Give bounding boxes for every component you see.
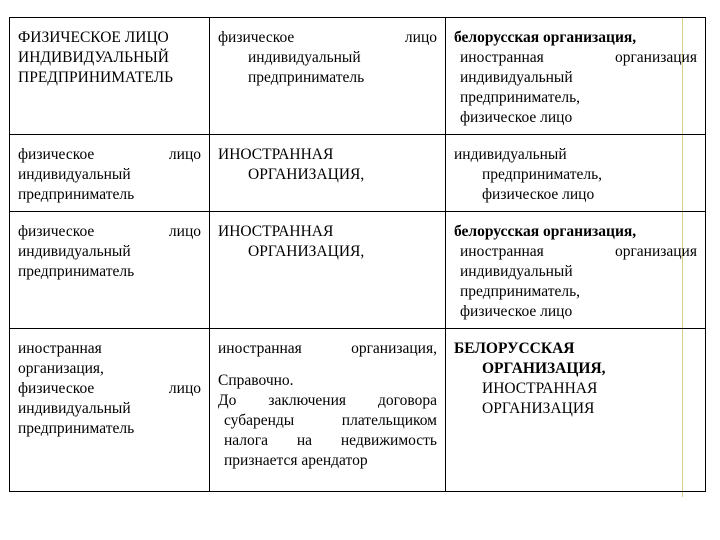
cell-line: ИНДИВИДУАЛЬНЫЙ (18, 49, 169, 66)
cell-line: БЕЛОРУССКАЯ (454, 340, 575, 357)
cell-line: физическое лицо (460, 109, 573, 126)
table-cell-right (446, 212, 706, 329)
cell-line: индивидуальный (18, 243, 131, 260)
cell-line: организация, (18, 360, 104, 377)
cell-line: иностранная организация (460, 243, 697, 260)
cell-line: индивидуальный (454, 146, 567, 163)
cell-line: физическое лицо (218, 29, 437, 46)
cell-line: индивидуальный (460, 69, 573, 86)
cell-line: предприниматель (18, 263, 135, 280)
cell-line: белорусская организация, (454, 223, 637, 240)
cell-line: налога на недвижимость (224, 432, 437, 449)
cell-line: физическое лицо (18, 146, 201, 163)
cell-line: индивидуальный (18, 166, 131, 183)
cell-line: ФИЗИЧЕСКОЕ ЛИЦО (18, 29, 169, 46)
cell-line: физическое лицо (460, 303, 573, 320)
table-cell-right (446, 18, 706, 135)
table-cell-left (10, 212, 210, 329)
table-row (10, 212, 706, 329)
cell-line: ИНОСТРАННАЯ (218, 223, 334, 240)
cell-line: предприниматель (248, 69, 365, 86)
cell-line: физическое лицо (18, 380, 201, 397)
cell-line: ИНОСТРАННАЯ (218, 146, 334, 163)
table-cell-left (10, 329, 210, 492)
cell-line: предприниматель, (460, 89, 581, 106)
cell-line: До заключения договора (218, 392, 437, 409)
table-cell-right (446, 329, 706, 492)
table-cell-left (10, 18, 210, 135)
cell-line: физическое лицо (482, 186, 595, 203)
table-row (10, 329, 706, 492)
table-row (10, 18, 706, 135)
cell-line: ОРГАНИЗАЦИЯ, (482, 360, 606, 377)
cell-spacer (218, 359, 437, 371)
cell-line: предприниматель, (460, 283, 581, 300)
table-cell-middle (210, 329, 446, 492)
cell-line: Справочно. (218, 372, 294, 389)
cell-line: предприниматель, (482, 166, 603, 183)
cell-line: белорусская организация, (454, 29, 637, 46)
table-row (10, 135, 706, 212)
cell-line: предприниматель (18, 420, 135, 437)
cell-line: признается арендатор (224, 452, 368, 469)
cell-line: субаренды плательщиком (224, 412, 437, 429)
lessor-lessee-table (9, 17, 706, 492)
cell-line: индивидуальный (460, 263, 573, 280)
cell-line: индивидуальный (18, 400, 131, 417)
table-cell-right (446, 135, 706, 212)
table-cell-left (10, 135, 210, 212)
table-cell-middle (210, 212, 446, 329)
table-cell-middle (210, 135, 446, 212)
cell-line: индивидуальный (248, 49, 361, 66)
cell-line: иностранная организация, (218, 340, 437, 357)
cell-line: ОРГАНИЗАЦИЯ, (248, 166, 365, 183)
cell-line: ОРГАНИЗАЦИЯ (482, 400, 595, 417)
table-cell-middle (210, 18, 446, 135)
cell-line: иностранная организация (460, 49, 697, 66)
cell-line: иностранная (18, 340, 102, 357)
cell-line: ПРЕДПРИНИМАТЕЛЬ (18, 69, 174, 86)
cell-line: ОРГАНИЗАЦИЯ, (248, 243, 365, 260)
cell-line: ИНОСТРАННАЯ (482, 380, 598, 397)
cell-line: предприниматель (18, 186, 135, 203)
cell-line: физическое лицо (18, 223, 201, 240)
